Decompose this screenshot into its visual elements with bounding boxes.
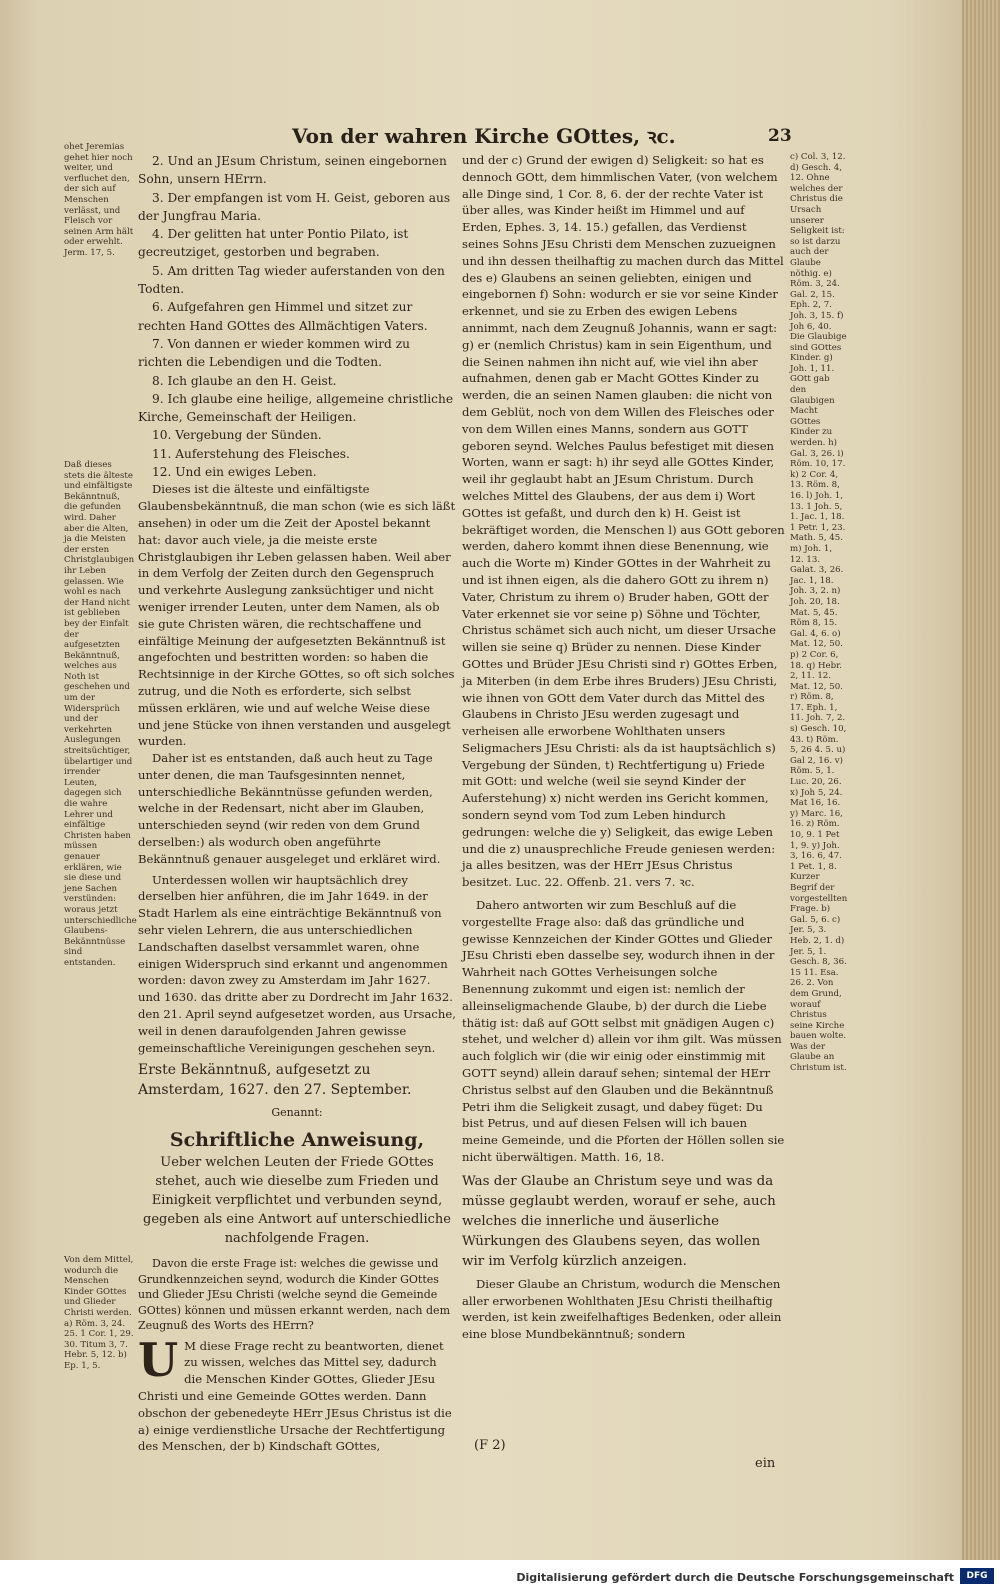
signature-mark: (F 2) [474,1438,506,1453]
margin-note-1: ohet Jeremias gehet hier noch weiter, und verfluchet den, der sich auf Menschen verlässt, und Fleisch vor seinen Arm hält oder erwehlt. Jerm. 17, 5. [64,142,134,258]
section-subtitle: Ueber welchen Leuten der Friede GOttes stehet, auch wie dieselbe zum Frieden und Einigkeit verpflichtet und verbunden seynd, gegeben als eine Antwort auf unterschiedliche nachfolgende Fragen. [143,1155,451,1247]
paragraph: Unterdessen wollen wir hauptsächlich drey derselben hier anführen, die im Jahr 1649. in der Stadt Harlem als eine einträchtige Bekänntnuß von sehr vielen Lehrern, die aus unterschiedlichen Landschaften daselbst versammlet waren, ohne einigen Widerspruch sind erkannt und angenommen worden: davon zwey zu Amsterdam im Jahr 1627. und 1630. das dritte aber zu Dordrecht im Jahr 1632. den 21. April seynd aufgesetzet worden, aus Ursache, weil in denen daraufolgenden Jahren gewisse gemeinschaftliche Vereinigungen geschehen seyn. [138,872,456,1055]
left-column [138,152,456,1455]
section-title: Schriftliche Anweisung, [169,1128,425,1151]
creed-article: 7. Von dannen er wieder kommen wird zu richten die Lebendigen und die Todten. [138,336,410,370]
creed-article: 8. Ich glaube an den H. Geist. [152,373,337,388]
creed-article: 6. Aufgefahren gen Himmel und sitzet zur rechten Hand GOttes des Allmächtigen Vaters. [138,300,428,333]
right-column [462,152,786,1343]
creed-list [138,152,456,481]
paragraph: Dieser Glaube an Christum, wodurch die Menschen aller erworbenen Wohlthaten JEsu Christi theilhaftig werden, ist kein zweifelhaftiges Bedenken, oder allein eine blose Mundbekänntnuß; sondern [462,1276,782,1342]
creed-article: 12. Und ein ewiges Leben. [152,465,317,480]
paragraph: und der c) Grund der ewigen d) Seligkeit: so hat es dennoch GOtt, dem himmlischen Vater, (von welchem alle Dinge sind, 1 Cor. 8, 6. der der rechte Vater ist über alles, was Kinder heißt im Himmel und auf Erden, Ephes. 3, 14. 15.) gefallen, das Verdienst seines Sohns JEsu Christi dem Menschen zuzueignen und ihn dessen theilhaftig zu machen durch das Mittel des e) Glaubens an seinen geliebten, einigen und eingebornen f) Sohn: wodurch er sie vor seine Kinder erkennet, und sie zu Erben des ewigen Lebens annimmt, nach dem Zeugnuß Johannis, wann er sagt: g) er (nemlich Christus) kam in sein Eigenthum, und die Seinen nahmen ihn nicht auf, wie viel ihn aber aufnahmen, denen gab er Macht GOttes Kinder zu werden, die an seinen Namen glauben: die nicht von dem Geblüt, noch von dem Willen des Fleisches oder von dem Willen eines Manns, sondern aus GOTT geboren seynd. Welches Paulus befestiget mit diesen Worten, wann er sagt: h) ihr seyd alle GOttes Kinder, weil ihr geglaubt habt an JEsum Christum. Durch welches Mittel des Glaubens, der aus dem i) Wort GOttes ist gefaßt, und durch den k) H. Geist ist bekräftiget worden, die Menschen l) aus GOtt geboren werden, dahero kommt ihnen diese Benennung, wie auch die Worte m) Kinder GOttes in der Wahrheit zu und ist ihnen eigen, als die dahero GOtt zu ihrem n) Vater, Christum zu ihrem o) Bruder haben, GOtt der Vater erkennet sie vor seine p) Söhne und Töchter, Christus schämet sich auch nicht, um dieser Ursache willen sie seine q) Brüder zu nennen. Diese Kinder GOttes und Brüder JEsu Christi sind r) GOttes Erben, ja Miterben (in dem Erbe ihres Bruders) JEsu Christi, wie ihnen von GOtt dem Vater durch das Mittel des Glaubens in Christo JEsu werden zugesagt und verheisen alle erworbene Wohlthaten unsers Seligmachers JEsu Christi: als da ist hauptsächlich s) Vergebung der Sünden, t) Rechtfertigung u) Friede mit GOtt: und welche (weil sie seynd Kinder der Auferstehung) x) nicht werden ins Gericht kommen, sondern seynd vom Tod zum Leben hindurch gedrungen: welche die y) Seligkeit, das ewige Leben und die z) unausprechliche Freude geniesen werden: ja alles besitzen, was der HErr JEsus Christus besitzet. Luc. 22. Offenb. 21. vers 7. ꝛc. [462,153,785,890]
dfg-logo: DFG [960,1568,994,1584]
creed-article: 10. Vergebung der Sünden. [152,428,322,443]
creed-article: 11. Auferstehung des Fleisches. [152,446,350,461]
footer-bar [0,1560,1000,1594]
answer-text: M diese Frage recht zu beantworten, dienet zu wissen, welches das Mittel sey, dadurch die Menschen Kinder GOttes, Glieder JEsu Christi und eine Gemeinde GOttes werden. Dann obschon der gebenedeyte HErr JEsus Christus ist die a) einige verdienstliche Ursache der Rechtfertigung des Menschen, der b) Kindschaft GOttes, [138,1338,452,1454]
margin-note-2: Daß dieses stets die älteste und einfältigste Bekänntnuß, die gefunden wird. Daher aber die Alten, ja die Meisten der ersten Christglaubigen ihr Leben gelassen. Wie wohl es nach der Hand nicht ist geblieben bey der Einfalt der aufgesetzten Bekänntnuß, welches aus Noth ist geschehen und um der Widersprüch und der verkehrten Auslegungen streitsüchtiger, übelartiger und irrender Leuten, dagegen sich die wahre Lehrer und einfältige Christen haben müssen genauer erklären, wie sie diese und jene Sachen verstünden: woraus jetzt unterschiedliche Glaubens-Bekänntnüsse sind entstanden. [64,460,137,968]
page-number: 23 [768,126,792,146]
creed-article: 5. Am dritten Tag wieder auferstanden von den Todten. [138,263,445,297]
creed-article: 4. Der gelitten hat unter Pontio Pilato, ist gecreutziget, gestorben und begraben. [138,227,409,260]
book-edge [962,0,1000,1560]
footer-text: Digitalisierung gefördert durch die Deutsche Forschungsgemeinschaft [516,1571,954,1584]
genannt-label: Genannt: [271,1106,323,1120]
margin-note-3: Von dem Mittel, wodurch die Menschen Kinder GOttes und Glieder Christi werden. a) Röm. 3, 24. 25. 1 Cor. 1, 29. 30. Titum 3, 7. Hebr. 5, 12. b) Ep. 1, 5. [64,1255,134,1371]
running-title: Von der wahren Kirche GOttes, ꝛc. [292,124,676,148]
section-heading: Was der Glaube an Christum seye und was da müsse geglaubt werden, worauf er sehe, auch welches die innerliche und äuserliche Würkungen des Glaubens seyen, das wollen wir im Verfolg kürzlich anzeigen. [462,1173,776,1269]
question: Davon die erste Frage ist: welches die gewisse und Grundkennzeichen seynd, wodurch die Kinder GOttes und Glieder JEsu Christi (welche seynd die Gemeinde GOttes) können und müssen erkannt werden, nach dem Zeugnuß des Worts des HErrn? [138,1257,450,1333]
paragraph: Dahero antworten wir zum Beschluß auf die vorgestellte Frage also: daß das gründliche und gewisse Kennzeichen der Kinder GOttes und Glieder JEsu Christi eben dasselbe sey, wodurch ihnen in der Wahrheit nach GOttes Verheisungen solche Benennung zukommt und eigen ist: nemlich der alleinseligmachende Glaube, b) der durch die Liebe thätig ist: daß auf GOtt selbst mit gnädigen Augen c) stehet, und welcher d) allein vor ihm gilt. Was müssen auch folglich wir (die wir einig oder einstimmig mit GOTT seynd) allein darauf sehen; sintemal der HErr Christus selbst auf den Glauben und die Bekänntnuß Petri ihm die Seligkeit zusagt, und dabey füget: Du bist Petrus, und auf diesen Felsen will ich bauen meine Gemeinde, und die Pforten der Höllen sollen sie nicht überwältigen. Matth. 16, 18. [462,898,785,1165]
creed-article: 2. Und an JEsum Christum, seinen eingebornen Sohn, unsern HErrn. [138,154,447,187]
confession-heading: Erste Bekänntnuß, aufgesetzt zu Amsterdam, 1627. den 27. September. [138,1062,412,1099]
right-margin-notes: c) Col. 3, 12. d) Gesch. 4, 12. Ohne welches der Christus die Ursach unserer Seligkeit ist: so ist darzu auch der Glaube nöthig. e) Röm. 3, 24. Gal. 2, 15. Eph. 2, 7. Joh. 3, 15. f) Joh 6, 40. Die Glaubige sind GOttes Kinder. g) Joh. 1, 11. GOtt gab den Glaubigen Macht GOttes Kinder zu werden. h) Gal. 3, 26. i) Röm. 10, 17. k) 2 Cor. 4, 13. Röm. 8, 16. l) Joh. 1, 13. 1 Joh. 5, 1. Jac. 1, 18. 1 Petr. 1, 23. Math. 5, 45. m) Joh. 1, 12. 13. Galat. 3, 26. Jac. 1, 18. Joh. 3, 2. n) Joh. 20, 18. Mat. 5, 45. Röm 8, 15. Gal. 4, 6. o) Mat. 12, 50. p) 2 Cor. 6, 18. q) Hebr. 2, 11. 12. Mat. 12, 50. r) Röm. 8, 17. Eph. 1, 11. Joh. 7, 2. s) Gesch. 10, 43. t) Röm. 5, 26 4. 5. u) Gal 2, 16. v) Röm. 5, 1. Luc. 20, 26. x) Joh 5, 24. Mat 16, 16. y) Marc. 16, 16. z) Röm. 10, 9. 1 Pet 1, 9. y) Joh. 3, 16. 6, 47. 1 Pet. 1, 8. Kurzer Begrif der vorgestellten Frage. b) Gal. 5, 6. c) Jer. 5, 3. Heb. 2, 1. d) Jer. 5, 1. Gesch. 8, 36. 15 11. Esa. 26. 2. Von dem Grund, worauf Christus seine Kirche bauen wolte. Was der Glaube an Christum ist. [790,152,848,1074]
paragraph: Daher ist es entstanden, daß auch heut zu Tage unter denen, die man Taufsgesinnten nennet, unterschiedliche Bekänntnüsse gefunden werden, welche in der Redensart, nicht aber im Glauben, unterschieden seynd (wir reden von dem Grund derselben:) als wodurch oben angeführte Bekänntnuß genauer ausgeleget und erkläret wird. [138,751,441,866]
creed-article: 9. Ich glaube eine heilige, allgemeine christliche Kirche, Gemeinschaft der Heiligen. [138,391,454,425]
drop-cap: U [138,1332,179,1387]
answer [138,1332,456,1456]
paragraph: Dieses ist die älteste und einfältigste Glaubensbekänntnuß, die man schon (wie es sich läßt ansehen) in oder um die Zeit der Apostel bekannt hat: davor auch viele, ja die meiste erste Christglaubigen ihr Leben gelassen haben. Weil aber in dem Verfolg der Zeiten durch den Gegenspruch und verkehrte Auslegung zanksüchtiger und nicht weniger irrender Leuten, unter dem Namen, als ob sie gute Christen wären, die rechtschaffene und einfältige Meinung der aufgesetzten Bekänntnuß ist angefochten und bestritten worden: so haben die Rechtsinnige in der Kirche GOttes, so oft sich solches zutrug, und die Noth es erforderte, sich selbst müssen erklären, wie und auf welche Weise diese und jene Stücke von ihnen verstanden und ausgelegt wurden. [138,482,456,749]
creed-article: 3. Der empfangen ist vom H. Geist, geboren aus der Jungfrau Maria. [138,190,451,223]
catchword: ein [755,1456,776,1471]
